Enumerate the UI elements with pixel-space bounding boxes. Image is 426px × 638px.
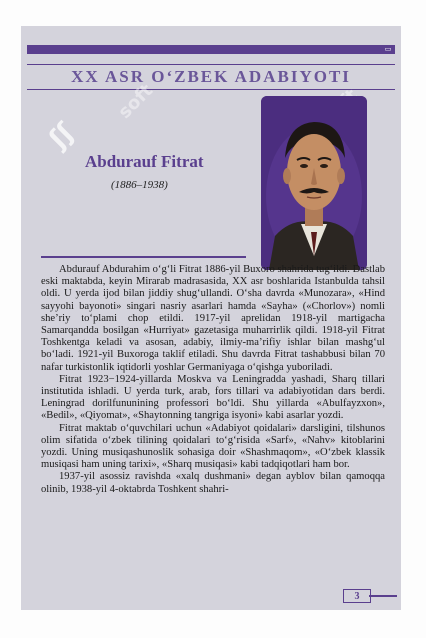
- book-page: [21, 26, 401, 610]
- header-band: [27, 64, 395, 90]
- paragraph: Fitrat maktab o‘quvchilari uchun «Adabiyot qoidalari» darsligini, tilshunos olim sifatida o‘zbek tilining qoidalari to‘g‘risida «Sarf», «Nahv» kitoblarini yozdi. Uning musiqashunoslik sohasiga doir «Shashmaqom», «O‘zbek klassik musiqasi ham uning tarixi», «Sharq musiqasi» kabi tadqiqotlari ham bor.: [41, 422, 385, 471]
- author-years: (1886–1938): [111, 179, 168, 191]
- author-portrait: [261, 96, 367, 270]
- paragraph: Abdurauf Abdurahim o‘g‘li Fitrat 1886-yil Buxoro shahrida tug‘ildi. Dastlab eski maktabda, keyin Mirarab madrasasida, XX asr boshlarida Istanbulda tahsil oldi. U yerda ijod bilan jiddiy shug‘ullandi. O‘sha davrda «Munozara», «Hind sayyohi bayonoti» singari nasriy asarlari hamda «Sayha» («Chorlov») nomli she’riy to‘plami chop etildi. 1917-yil aprelidan 1918-yil martigacha Samarqandda bosilgan «Hurriyat» gazetasiga muharrirlik qildi. 1918-yil Fitrat Toshkentga keladi va asosan, adabiy, ilmiy-ma’rifiy ishlar bilan mashg‘ul bo‘ladi. 1921-yil Buxoroga taklif etiladi. Shu davrda Fitrat tashabbusi bilan 70 nafar turkistonlik iqtidorli yoshlar Germaniyaga o‘qishga yuboriladi.: [41, 264, 385, 373]
- book-icon: ▭: [384, 45, 392, 53]
- paragraph: Fitrat 1923−1924-yillarda Moskva va Leningradda yashadi, Sharq tillari institutida ishladi. U yerda turk, arab, fors tillari va adabiyotidan dars berdi. Leningrad dorilfununining professori bo‘ldi. Shu yillarda «Abulfayzxon», «Bedil», «Qiyomat», «Shaytonning tangriga isyoni» kabi asarlar yozdi.: [41, 373, 385, 422]
- portrait-image: [261, 96, 367, 270]
- paragraph: 1937-yil asossiz ravishda «xalq dushmani» degan ayblov bilan qamoqqa olinib, 1938-yil 4-oktabrda Toshkent shahri-: [41, 471, 385, 495]
- page-number-bar: [369, 595, 397, 597]
- author-name: Abdurauf Fitrat: [85, 152, 204, 171]
- author-years-value: 1886–1938: [114, 179, 165, 191]
- page-number: 3: [343, 589, 371, 603]
- watermark-mark: ʃʃ: [43, 117, 81, 155]
- page-title: XX ASR O‘ZBEK ADABIYOTI: [71, 67, 351, 86]
- top-bar: [27, 45, 395, 54]
- article-body: [41, 264, 385, 496]
- watermark-text: soft: [114, 80, 158, 123]
- section-divider: [41, 256, 246, 258]
